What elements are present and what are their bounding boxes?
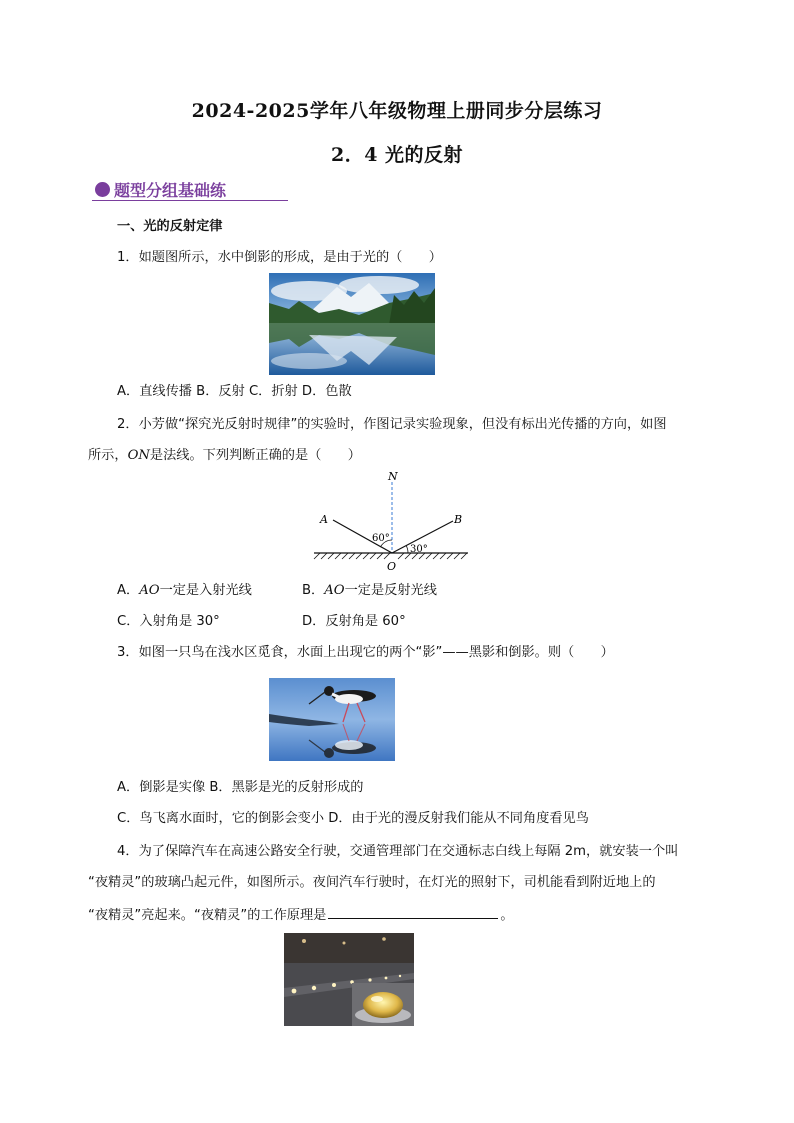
q4-line1: 4．为了保障汽车在高速公路安全行驶，交通管理部门在交通标志白线上每隔 2m，就安装一个叫 — [117, 844, 679, 859]
q2-option-b: B．AO一定是反射光线 — [302, 583, 437, 598]
label-angle-60: 60° — [372, 533, 390, 544]
q3-options-cd: C．鸟飞离水面时，它的倒影会变小 D．由于光的漫反射我们能从不同角度看见鸟 — [117, 811, 589, 826]
q3-options-ab: A．倒影是实像 B．黑影是光的反射形成的 — [117, 780, 364, 795]
reflection-diagram — [308, 470, 474, 574]
bird-reflection-image — [269, 678, 395, 761]
label-angle-30: 30° — [410, 544, 428, 555]
q2-stem-line1: 2．小芳做“探究光反射时规律”的实验时，作图记录实验现象，但没有标出光传播的方向，如图 — [117, 417, 667, 432]
q2-option-d: D．反射角是 60° — [302, 614, 406, 629]
q2-option-c: C．入射角是 30° — [117, 614, 220, 629]
road-reflector-image — [284, 933, 414, 1026]
q2-stem-line2: 所示，ON是法线。下列判断正确的是（ ） — [88, 448, 361, 463]
q4-line3: “夜精灵”亮起来。“夜精灵”的工作原理是 。 — [88, 904, 514, 926]
subsection-title: 一、光的反射定律 — [117, 219, 223, 234]
label-n: N — [388, 470, 398, 483]
q3-stem: 3．如图一只鸟在浅水区觅食，水面上出现它的两个“影”——黑影和倒影。则（ ） — [117, 645, 614, 660]
q1-options: A．直线传播 B．反射 C．折射 D．色散 — [117, 384, 352, 399]
q1-stem: 1．如题图所示，水中倒影的形成，是由于光的（ ） — [117, 250, 442, 265]
label-b: B — [454, 513, 463, 526]
section-label: 题型分组基础练 — [114, 181, 227, 200]
label-o: O — [387, 560, 397, 573]
label-a: A — [320, 513, 328, 526]
section-heading — [92, 178, 288, 202]
q4-line2: “夜精灵”的玻璃凸起元件，如图所示。夜间汽车行驶时，在灯光的照射下，司机能看到附近地上的 — [88, 875, 656, 890]
page-title: 2024-2025学年八年级物理上册同步分层练习 — [191, 100, 603, 122]
lake-reflection-image — [269, 273, 435, 375]
page-subtitle: 2．4 光的反射 — [330, 144, 464, 166]
q2-option-a: A．AO一定是入射光线 — [117, 583, 252, 598]
bullet-dot-icon — [95, 182, 110, 197]
mirror-hatching — [314, 553, 467, 559]
answer-blank[interactable] — [328, 904, 498, 919]
section-underline — [92, 200, 288, 201]
angle-arc-30 — [406, 546, 408, 553]
